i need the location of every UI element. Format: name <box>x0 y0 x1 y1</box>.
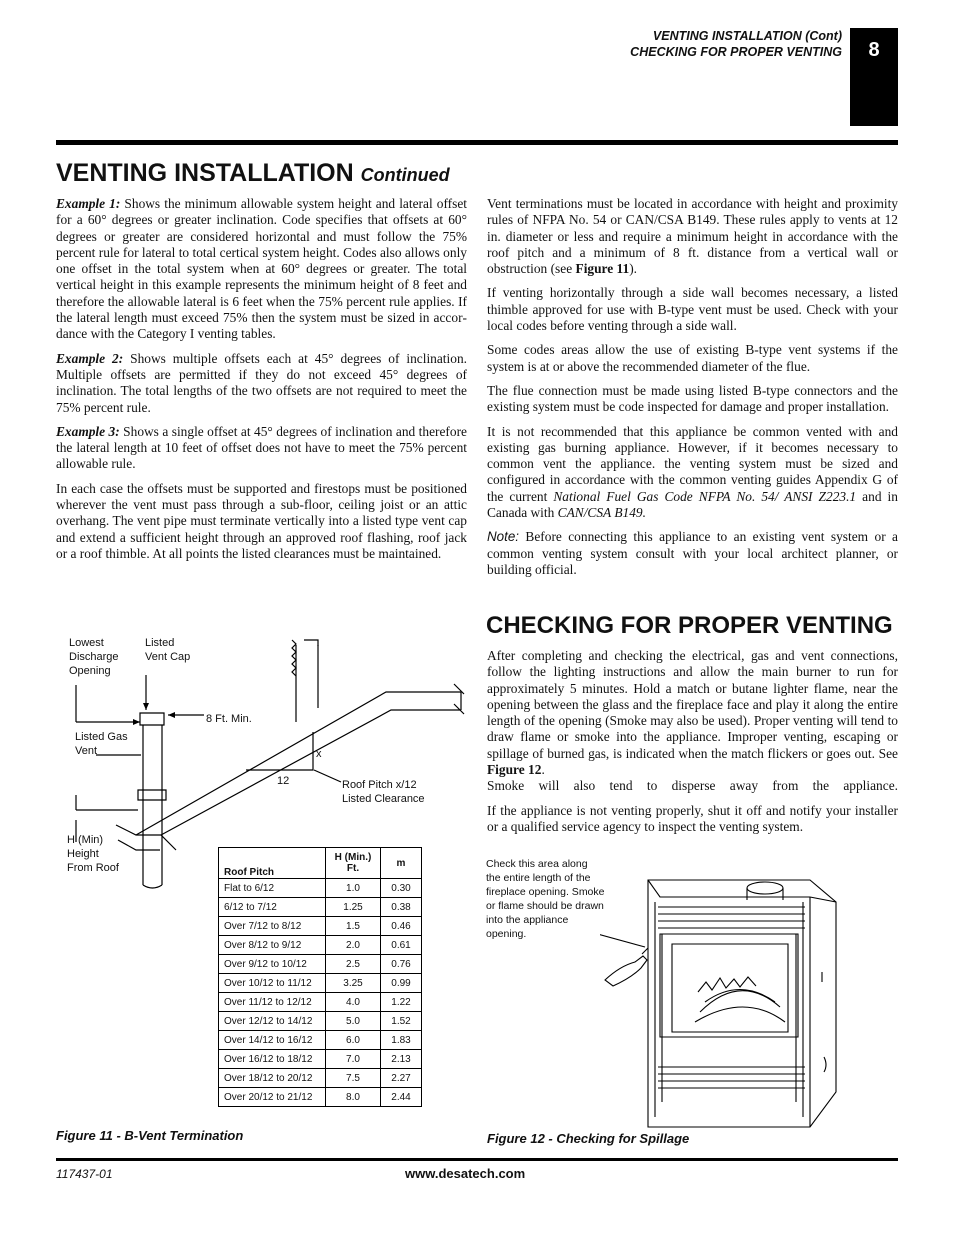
right-column <box>487 196 898 586</box>
figure-11-caption: Figure 11 - B-Vent Termination <box>56 1128 244 1143</box>
terminations-paragraph <box>487 196 898 277</box>
common-vent-text: It is not recommended that this appliance be common vented with and existing gas burning appliance. However, if it becomes necessary to common vent the appliance. the venting system must be sized and configured in accordance with the common venting guides Appendix G of the current <box>487 423 898 504</box>
cell-roof-pitch: Over 8/12 to 9/12 <box>219 936 326 955</box>
part-number: 117437-01 <box>56 1167 113 1181</box>
cell-roof-pitch: Over 18/12 to 20/12 <box>219 1069 326 1088</box>
label-lowest-discharge: Lowest Discharge Opening <box>69 637 119 677</box>
flue-connection-paragraph: The flue connection must be made using listed B-type connectors and the existing system must be code inspected for damage and proper installation. <box>487 382 898 415</box>
example-3-label: Example 3: <box>56 423 120 439</box>
cell-m: 2.13 <box>381 1050 422 1069</box>
table-row <box>219 1088 422 1107</box>
table-row <box>219 917 422 936</box>
left-column <box>56 196 467 570</box>
page-number-box <box>850 28 898 126</box>
page-number: 8 <box>868 39 880 61</box>
cell-h-min-ft: 6.0 <box>326 1031 381 1050</box>
cell-m: 0.30 <box>381 879 422 898</box>
cell-m: 1.83 <box>381 1031 422 1050</box>
cell-h-min-ft: 1.5 <box>326 917 381 936</box>
cell-roof-pitch: Over 10/12 to 11/12 <box>219 974 326 993</box>
header-h-min: H (Min.) Ft. <box>326 848 381 879</box>
page-header <box>630 28 842 60</box>
cell-m: 1.52 <box>381 1012 422 1031</box>
example-3-text: Shows a single offset at 45° degrees of inclination and therefore the lateral length at 10 feet of offset does not have to meet the 75% percent allowable rule. <box>56 423 467 472</box>
website-link[interactable]: www.desatech.com <box>405 1166 526 1181</box>
table-row <box>219 974 422 993</box>
header-roof-pitch: Roof Pitch <box>219 848 326 879</box>
fireplace-drawing <box>600 862 845 1132</box>
cell-h-min-ft: 3.25 <box>326 974 381 993</box>
cell-roof-pitch: Over 14/12 to 16/12 <box>219 1031 326 1050</box>
side-wall-paragraph: If venting horizontally through a side wall becomes necessary, a listed thimble approved for use with B-type vent must be used. Check with your local codes before venting through a side wall. <box>487 285 898 334</box>
section-title-continued: Continued <box>360 165 450 185</box>
cell-h-min-ft: 7.5 <box>326 1069 381 1088</box>
table-row <box>219 1050 422 1069</box>
cell-roof-pitch: Over 7/12 to 8/12 <box>219 917 326 936</box>
header-line-1: VENTING INSTALLATION (Cont) <box>652 29 842 43</box>
table-row <box>219 993 422 1012</box>
terminations-text: Vent terminations must be located in accordance with height and proximity rules of NFPA No. 54 or CAN/CSA B149. These rules apply to vents at 12 in. diameter or less and require a minimum height in accordance with the roof pitch and a minimum of 8 ft. distance from a vertical wall or obstruction (see <box>487 196 898 277</box>
cell-m: 0.38 <box>381 898 422 917</box>
example-2-text: Shows multiple offsets each at 45° degrees of inclination. Multiple offsets are permitted if they do not exceed 45° degrees of inclination. The total lengths of the two offsets are not required to meet the 75% percent rule. <box>56 350 467 415</box>
cell-m: 0.61 <box>381 936 422 955</box>
offset-paragraph: In each case the offsets must be supported and firestops must be positioned wherever the vent must pass through a sub-floor, ceiling joist or an attic overhang. The vent pipe must terminate vertically into a listed type vent cap and extend a sufficient height through an approved roof flashing, roof jack or a roof thimble. At all points the listed clearances must be maintained. <box>56 480 467 561</box>
cell-h-min-ft: 8.0 <box>326 1088 381 1107</box>
note-label: Note: <box>487 529 520 545</box>
example-1 <box>56 196 467 343</box>
cell-roof-pitch: Over 11/12 to 12/12 <box>219 993 326 1012</box>
label-8ft-min: 8 Ft. Min. <box>206 713 252 725</box>
common-vent-mid: and in Canada with <box>487 488 898 521</box>
top-rule <box>56 140 898 145</box>
cell-roof-pitch: 6/12 to 7/12 <box>219 898 326 917</box>
example-2-label: Example 2: <box>56 350 124 366</box>
cell-m: 2.27 <box>381 1069 422 1088</box>
example-2 <box>56 351 467 416</box>
not-venting-paragraph: If the appliance is not venting properly, shut it off and notify your installer or a qualified service agency to inspect the venting system. <box>487 802 898 834</box>
cell-h-min-ft: 7.0 <box>326 1050 381 1069</box>
cell-m: 1.22 <box>381 993 422 1012</box>
roof-pitch-table <box>218 847 422 1107</box>
label-12: 12 <box>277 775 290 787</box>
figure-12-caption: Figure 12 - Checking for Spillage <box>487 1131 690 1146</box>
table-row <box>219 1069 422 1088</box>
table-row <box>219 898 422 917</box>
cell-h-min-ft: 1.25 <box>326 898 381 917</box>
figure-11-ref: Figure 11 <box>575 261 630 277</box>
cell-m: 2.44 <box>381 1088 422 1107</box>
table-row <box>219 1031 422 1050</box>
note-text: Before connecting this appliance to an existing vent system or a common venting system consult with your local architect planner, or building official. <box>487 529 898 577</box>
section-title-main: VENTING INSTALLATION <box>56 159 354 187</box>
cell-roof-pitch: Over 20/12 to 21/12 <box>219 1088 326 1107</box>
nfpa-code: National Fuel Gas Code NFPA No. 54/ ANSI Z223.1 <box>553 488 857 504</box>
section-title <box>56 158 450 188</box>
figure-12-ref: Figure 12 <box>487 762 542 778</box>
section-2-body <box>487 648 898 843</box>
common-vent-paragraph <box>487 424 898 522</box>
csa-code: CAN/CSA B149. <box>557 505 646 521</box>
label-x: x <box>316 748 322 760</box>
header-m: m <box>381 848 422 879</box>
example-1-label: Example 1: <box>56 196 121 211</box>
cell-m: 0.76 <box>381 955 422 974</box>
cell-roof-pitch: Over 16/12 to 18/12 <box>219 1050 326 1069</box>
cell-h-min-ft: 4.0 <box>326 993 381 1012</box>
cell-m: 0.46 <box>381 917 422 936</box>
smoke-paragraph: Smoke will also tend to disperse away from the appliance. <box>487 778 898 794</box>
checking-text: After completing and checking the electrical, gas and vent connections, follow the lighting instructions and allow the main burner to run for approximately 5 minutes. Hold a match or butane lighter flame, near the opening between the glass and the fireplace face and play it along the entire length of the opening (Smoke may also be used). Proper venting will tend to draw flame or smoke into the appliance. Improper venting, escaping or spillage of burned gas, is indicated when the match flickers or goes out. See <box>487 648 898 761</box>
cell-m: 0.99 <box>381 974 422 993</box>
table-header-row <box>219 848 422 879</box>
header-line-2: CHECKING FOR PROPER VENTING <box>630 45 842 59</box>
table-row <box>219 1012 422 1031</box>
cell-h-min-ft: 1.0 <box>326 879 381 898</box>
section-2-title: CHECKING FOR PROPER VENTING <box>486 612 893 639</box>
checking-end: . <box>541 762 545 778</box>
cell-roof-pitch: Over 9/12 to 10/12 <box>219 955 326 974</box>
figure-12-callout: Check this area along the entire length of the fireplace opening. Smoke or flame should be drawn into the appliance opening. <box>486 858 605 940</box>
table-row <box>219 955 422 974</box>
cell-h-min-ft: 5.0 <box>326 1012 381 1031</box>
label-listed-vent-cap: Listed Vent Cap <box>145 637 191 663</box>
table-row <box>219 936 422 955</box>
example-1-text: Shows the minimum allowable system height and lateral offset for a 60° degrees or greater inclination. Code specifies that offsets at 60° degrees or greater are considered horizontal and must follow the 75% percent rule for lateral to total certical system height. Codes also allows only one offset in the total system when at 60° degrees or greater. The total vertical height in this example represents the minimum height of 8 feet and therefore the allowable lateral is 6 feet when the 75% percent rule applies. If the lateral length must exceed 75% then the system must be sized in accordance with the Category I venting tables. <box>56 196 467 342</box>
table-row <box>219 879 422 898</box>
cell-h-min-ft: 2.0 <box>326 936 381 955</box>
label-h-min: H (Min) Height From Roof <box>67 834 119 874</box>
label-listed-gas-vent: Listed Gas Vent <box>75 731 128 757</box>
cell-h-min-ft: 2.5 <box>326 955 381 974</box>
note-paragraph <box>487 529 898 578</box>
terminations-end: ). <box>629 261 638 277</box>
label-roof-pitch: Roof Pitch x/12 Listed Clearance <box>342 779 425 805</box>
cell-roof-pitch: Flat to 6/12 <box>219 879 326 898</box>
footer-rule <box>56 1158 898 1161</box>
cell-roof-pitch: Over 12/12 to 14/12 <box>219 1012 326 1031</box>
checking-paragraph <box>487 648 898 778</box>
example-3 <box>56 424 467 473</box>
existing-systems-paragraph: Some codes areas allow the use of existing B-type vent systems if the system is at or above the recommended diameter of the flue. <box>487 342 898 374</box>
